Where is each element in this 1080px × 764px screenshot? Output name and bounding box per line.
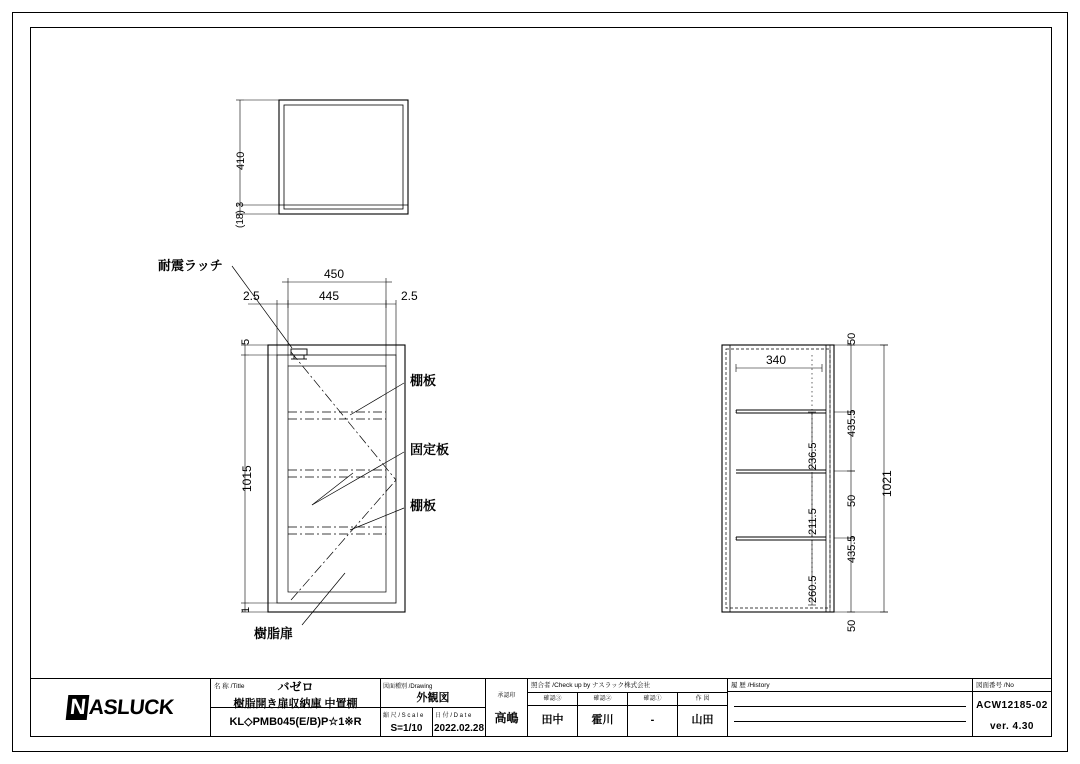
drawing-type-value: 外観図 <box>416 691 450 704</box>
product-name: バゼロ <box>277 680 314 695</box>
dim-side-435-5-upper: 435.5 <box>846 409 858 437</box>
callout-shelf-upper: 棚板 <box>410 373 437 388</box>
dim-side-50-bottom: 50 <box>846 619 858 632</box>
drawing-type-tag: 図面種別 /Drawing <box>383 684 433 690</box>
check-value: 田中 <box>541 714 564 726</box>
callout-earthquake-latch: 耐震ラッチ <box>158 258 223 273</box>
dim-side-50-mid: 50 <box>846 494 858 507</box>
drawing-number-field <box>973 679 1051 736</box>
dim-side-340: 340 <box>766 353 787 367</box>
dim-front-left-2-5: 2.5 <box>243 289 260 303</box>
check-head: 確認① <box>628 693 677 706</box>
drawing-version-value: ver. 4.30 <box>990 721 1034 732</box>
dim-side-435-5-lower: 435.5 <box>846 535 858 563</box>
check-column <box>628 693 678 736</box>
dim-front-1015: 1015 <box>240 465 254 492</box>
check-head: 確認② <box>578 693 627 706</box>
check-column <box>528 693 578 736</box>
history-line <box>734 692 966 707</box>
dim-front-right-2-5: 2.5 <box>401 289 418 303</box>
title-block <box>30 678 1052 737</box>
drawing-type-field <box>381 679 486 736</box>
history-line <box>734 722 966 737</box>
scale-value: S=1/10 <box>390 723 423 734</box>
dim-front-450: 450 <box>324 267 345 281</box>
approval-value: 高嶋 <box>494 710 519 725</box>
drawing-number-value: ACW12185-02 <box>976 700 1048 711</box>
check-head: 確認③ <box>528 693 577 706</box>
dim-front-1: 1 <box>240 606 252 613</box>
check-value: 山田 <box>691 714 714 726</box>
callout-resin-door: 樹脂扉 <box>254 626 294 641</box>
callout-fixed-board: 固定板 <box>410 442 450 457</box>
dim-top-18-3: (18) 3 <box>235 201 246 228</box>
dim-front-5: 5 <box>240 338 252 345</box>
scale-field <box>381 708 433 737</box>
check-value: 霍川 <box>591 714 614 726</box>
scale-tag: 縮 尺 / S c a l e <box>383 712 424 719</box>
dim-side-1021: 1021 <box>880 470 894 497</box>
check-head: 作 図 <box>678 693 727 706</box>
check-tag: 照合者 /Check up by ナスラック株式会社 <box>528 679 727 693</box>
logo-initial: N <box>66 695 90 720</box>
approval-field <box>486 679 528 736</box>
check-value: - <box>650 714 655 726</box>
check-field <box>528 679 728 736</box>
approval-tag: 承認印 <box>497 692 516 699</box>
product-model: KL◇PMB045(E/B)P☆1※R <box>229 716 362 729</box>
dim-side-236-5: 236.5 <box>807 442 819 470</box>
product-subname: 樹脂開き扉収納庫 中置棚 <box>233 698 358 711</box>
company-logo <box>31 679 211 736</box>
dim-side-50-top: 50 <box>846 332 858 345</box>
date-tag: 日 付 / D a t e <box>435 712 472 719</box>
drawing-number-tag: 図面番号 /No <box>973 679 1051 692</box>
check-column <box>678 693 727 736</box>
title-field <box>211 679 381 736</box>
date-field <box>433 708 485 737</box>
dim-side-211-5: 211.5 <box>807 508 819 535</box>
logo-text: ASLUCK <box>88 695 176 719</box>
check-column <box>578 693 628 736</box>
history-field <box>728 679 973 736</box>
dim-side-260-5: 260.5 <box>807 575 819 603</box>
dim-top-410: 410 <box>235 151 247 170</box>
callout-shelf-lower: 棚板 <box>410 498 437 513</box>
history-line <box>734 707 966 722</box>
history-tag: 履 歴 /History <box>728 679 972 692</box>
date-value: 2022.02.28 <box>433 723 485 734</box>
dim-front-445: 445 <box>319 289 340 303</box>
title-tag: 名 称 /Title <box>214 683 245 690</box>
